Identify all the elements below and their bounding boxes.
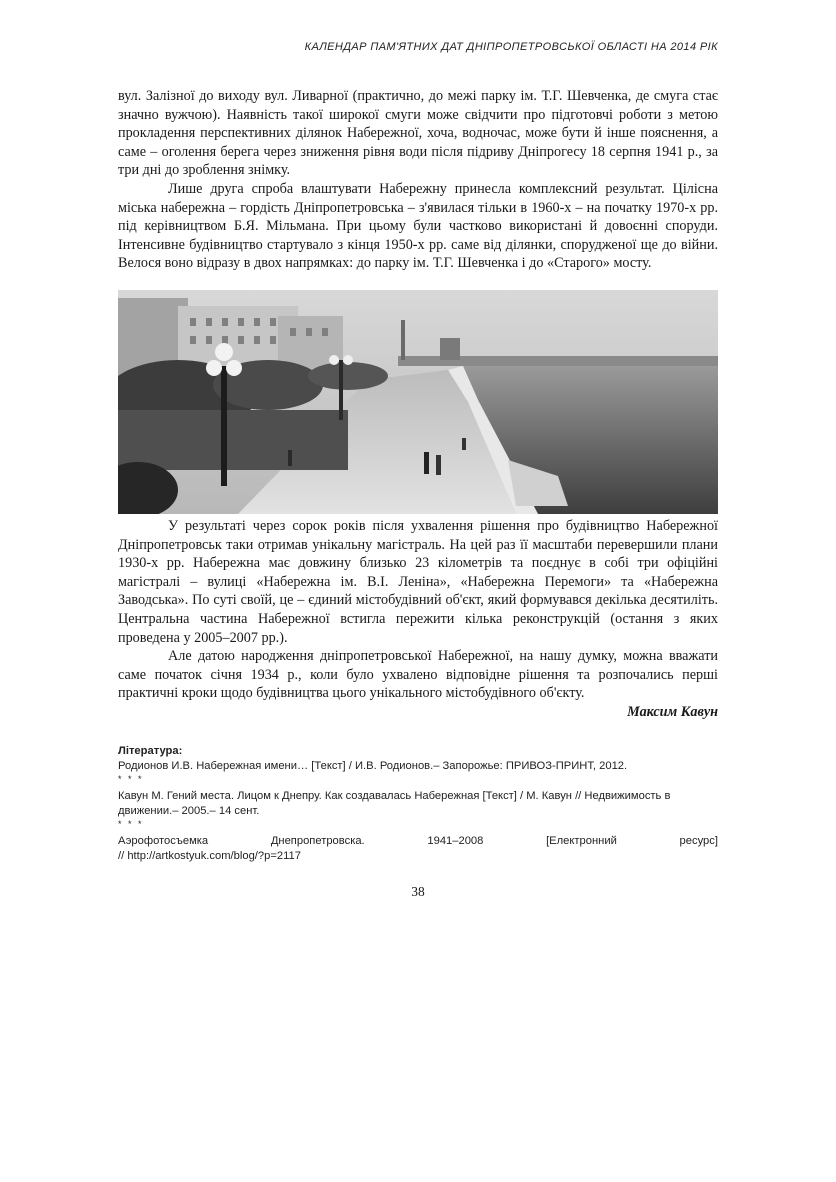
separator: * * * [118, 774, 144, 784]
literature-url: // http://artkostyuk.com/blog/?p=2117 [118, 850, 301, 862]
aero-part: 1941–2008 [427, 835, 484, 847]
aero-part: Аэрофотосъемка [118, 835, 209, 847]
embankment-photo [118, 290, 718, 514]
author-signature: Максим Кавун [627, 703, 718, 720]
literature-section [118, 744, 718, 864]
paragraph: вул. Залізної до виходу вул. Ливарної (практично, до межі парку ім. Т.Г. Шевченка, де смуга стає значно вужчою). Наявність такої широкої смуги може свідчити про підготовчі роботи з метою прокладення перспективних ділянок Набережної, хоча, водночас, може бути й інше пояснення, а саме – оголення берега через зниження рівня води після підриву Дніпрогесу 18 серпня 1941 р., за три дні до зроблення знімку. [118, 88, 718, 179]
text-block-after-photo [118, 517, 718, 722]
paragraph: У результаті через сорок років після ухвалення рішення про будівництво Набережної Дніпропетровськ таки отримав унікальну магістраль. На цей раз її масштаби перевершили плани 1930-х рр. Набережна має довжину близько 23 кілометрів та поєднує в собі три офіційні магістралі – вулиці «Набережна ім. В.І. Леніна», «Набережна Перемоги» та «Набережна Заводська». По суті своїй, це – єдиний містобудівний об'єкт, який формувався декілька десятиліть. Центральна частина Набережної встигла пережити кілька реконструкцій (остання з яких проведена у 2005–2007 рр.). [118, 518, 718, 646]
paragraph: Лише друга спроба влаштувати Набережну принесла комплексний результат. Цілісна міська набережна – гордість Дніпропетровська – з'явилася тільки в 1960-х – на початку 1970-х рр. під керівництвом Б.Я. Мільмана. При цьому були частково використані й довоєнні споруди. Інтенсивне будівництво стартувало з кінця 1950-х рр. саме від ділянки, спорудженої ще до війни. Велося воно відразу в двох напрямках: до парку ім. Т.Г. Шевченка і до «Старого» мосту. [118, 180, 718, 272]
aero-part: ресурс] [679, 835, 718, 847]
photo-illustration [118, 290, 718, 514]
literature-entry-aero [118, 834, 718, 849]
literature-entry: Родионов И.В. Набережная имени… [Текст] / И.В. Родионов.– Запорожье: ПРИВОЗ-ПРИНТ, 2012. [118, 760, 628, 772]
aero-part: [Електронний [546, 835, 617, 847]
running-header: КАЛЕНДАР ПАМ'ЯТНИХ ДАТ ДНІПРОПЕТРОВСЬКОЇ ОБЛАСТІ НА 2014 РІК [304, 41, 718, 53]
paragraph: Але датою народження дніпропетровської Набережної, на нашу думку, можна вважати саме початок січня 1934 р., коли було ухвалено відповідне рішення та розпочались перші практичні кроки щодо будівництва цього унікального містобудівного об'єкту. [118, 648, 718, 702]
separator: * * * [118, 819, 144, 829]
aero-part: Днепропетровска. [270, 835, 365, 847]
page-number: 38 [411, 884, 425, 899]
literature-title: Література: [118, 745, 183, 757]
text-block-before-photo [118, 87, 718, 273]
literature-entry: Кавун М. Гений места. Лицом к Днепру. Как создавалась Набережная [Текст] / М. Кавун // Недвижимость в движении.– 2005.– 14 сент. [118, 790, 671, 817]
